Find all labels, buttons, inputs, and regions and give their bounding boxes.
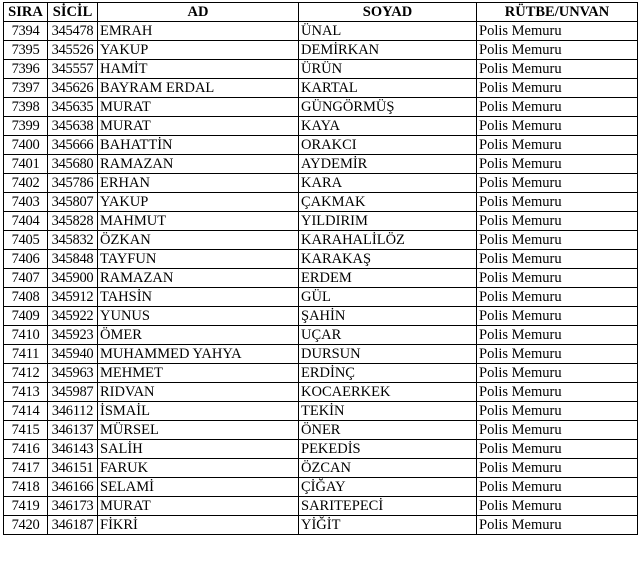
cell-soyad: DEMİRKAN (299, 41, 477, 60)
cell-rutbe: Polis Memuru (477, 478, 638, 497)
cell-sicil: 345963 (48, 364, 98, 383)
table-row (4, 98, 638, 117)
cell-ad: ÖZKAN (98, 231, 299, 250)
cell-soyad: ERDİNÇ (299, 364, 477, 383)
cell-soyad: KARAKAŞ (299, 250, 477, 269)
cell-rutbe: Polis Memuru (477, 98, 638, 117)
cell-soyad: KARAHALİLÖZ (299, 231, 477, 250)
cell-ad: MURAT (98, 98, 299, 117)
cell-soyad: GÜNGÖRMÜŞ (299, 98, 477, 117)
cell-sicil: 345680 (48, 155, 98, 174)
table-row (4, 269, 638, 288)
cell-ad: ÖMER (98, 326, 299, 345)
cell-sira: 7400 (4, 136, 48, 155)
cell-sicil: 346166 (48, 478, 98, 497)
cell-sira: 7402 (4, 174, 48, 193)
cell-soyad: ÖNER (299, 421, 477, 440)
cell-soyad: DURSUN (299, 345, 477, 364)
cell-sicil: 345526 (48, 41, 98, 60)
cell-ad: FARUK (98, 459, 299, 478)
cell-sicil: 345923 (48, 326, 98, 345)
cell-rutbe: Polis Memuru (477, 497, 638, 516)
cell-ad: RIDVAN (98, 383, 299, 402)
cell-soyad: AYDEMİR (299, 155, 477, 174)
cell-soyad: ÇAKMAK (299, 193, 477, 212)
table-row (4, 326, 638, 345)
cell-rutbe: Polis Memuru (477, 269, 638, 288)
cell-sira: 7413 (4, 383, 48, 402)
cell-rutbe: Polis Memuru (477, 41, 638, 60)
cell-rutbe: Polis Memuru (477, 402, 638, 421)
cell-soyad: KARTAL (299, 79, 477, 98)
cell-soyad: ERDEM (299, 269, 477, 288)
cell-ad: MURAT (98, 497, 299, 516)
cell-rutbe: Polis Memuru (477, 345, 638, 364)
cell-rutbe: Polis Memuru (477, 459, 638, 478)
cell-soyad: YİĞİT (299, 516, 477, 535)
cell-sira: 7419 (4, 497, 48, 516)
cell-sicil: 345635 (48, 98, 98, 117)
header-ad: AD (98, 3, 299, 22)
cell-sira: 7412 (4, 364, 48, 383)
cell-soyad: ÜRÜN (299, 60, 477, 79)
cell-sira: 7409 (4, 307, 48, 326)
cell-soyad: ÖZCAN (299, 459, 477, 478)
cell-sira: 7406 (4, 250, 48, 269)
cell-ad: SELAMİ (98, 478, 299, 497)
cell-sicil: 345478 (48, 22, 98, 41)
cell-sira: 7420 (4, 516, 48, 535)
cell-rutbe: Polis Memuru (477, 364, 638, 383)
cell-sira: 7405 (4, 231, 48, 250)
cell-sicil: 346137 (48, 421, 98, 440)
table-row (4, 60, 638, 79)
cell-soyad: KAYA (299, 117, 477, 136)
table-row (4, 459, 638, 478)
cell-rutbe: Polis Memuru (477, 440, 638, 459)
cell-sira: 7415 (4, 421, 48, 440)
table-row (4, 41, 638, 60)
cell-rutbe: Polis Memuru (477, 516, 638, 535)
cell-ad: MAHMUT (98, 212, 299, 231)
cell-sira: 7404 (4, 212, 48, 231)
table-row (4, 478, 638, 497)
cell-rutbe: Polis Memuru (477, 288, 638, 307)
cell-rutbe: Polis Memuru (477, 174, 638, 193)
cell-soyad: ORAKCI (299, 136, 477, 155)
cell-sicil: 345786 (48, 174, 98, 193)
cell-ad: MURAT (98, 117, 299, 136)
cell-sira: 7418 (4, 478, 48, 497)
cell-rutbe: Polis Memuru (477, 60, 638, 79)
cell-soyad: ÇİĞAY (299, 478, 477, 497)
header-sicil: SİCİL (48, 3, 98, 22)
cell-sira: 7407 (4, 269, 48, 288)
cell-soyad: PEKEDİS (299, 440, 477, 459)
cell-ad: EMRAH (98, 22, 299, 41)
cell-ad: SALİH (98, 440, 299, 459)
table-body (4, 22, 638, 535)
cell-sicil: 345666 (48, 136, 98, 155)
cell-soyad: KARA (299, 174, 477, 193)
cell-sicil: 345638 (48, 117, 98, 136)
cell-ad: İSMAİL (98, 402, 299, 421)
table-row (4, 497, 638, 516)
cell-rutbe: Polis Memuru (477, 250, 638, 269)
personnel-list-sheet (3, 2, 637, 535)
cell-sira: 7395 (4, 41, 48, 60)
header-soyad: SOYAD (299, 3, 477, 22)
cell-sira: 7403 (4, 193, 48, 212)
cell-sira: 7417 (4, 459, 48, 478)
cell-sira: 7411 (4, 345, 48, 364)
cell-ad: YAKUP (98, 41, 299, 60)
cell-ad: YUNUS (98, 307, 299, 326)
table-header (4, 3, 638, 22)
cell-ad: MÜRSEL (98, 421, 299, 440)
cell-soyad: ÜNAL (299, 22, 477, 41)
cell-rutbe: Polis Memuru (477, 326, 638, 345)
cell-sicil: 345828 (48, 212, 98, 231)
table-row (4, 22, 638, 41)
cell-sicil: 345922 (48, 307, 98, 326)
cell-sicil: 345940 (48, 345, 98, 364)
cell-soyad: YILDIRIM (299, 212, 477, 231)
cell-ad: TAYFUN (98, 250, 299, 269)
cell-rutbe: Polis Memuru (477, 117, 638, 136)
cell-soyad: TEKİN (299, 402, 477, 421)
header-sira: SIRA (4, 3, 48, 22)
cell-ad: FİKRİ (98, 516, 299, 535)
cell-soyad: UÇAR (299, 326, 477, 345)
table-row (4, 345, 638, 364)
cell-rutbe: Polis Memuru (477, 193, 638, 212)
cell-sicil: 345912 (48, 288, 98, 307)
cell-ad: ERHAN (98, 174, 299, 193)
cell-sicil: 346143 (48, 440, 98, 459)
cell-soyad: SARITEPECİ (299, 497, 477, 516)
cell-rutbe: Polis Memuru (477, 307, 638, 326)
cell-sira: 7398 (4, 98, 48, 117)
table-row (4, 155, 638, 174)
cell-rutbe: Polis Memuru (477, 212, 638, 231)
cell-ad: MUHAMMED YAHYA (98, 345, 299, 364)
cell-sicil: 346187 (48, 516, 98, 535)
cell-sira: 7401 (4, 155, 48, 174)
cell-sicil: 345807 (48, 193, 98, 212)
cell-soyad: GÜL (299, 288, 477, 307)
cell-sira: 7394 (4, 22, 48, 41)
cell-sira: 7416 (4, 440, 48, 459)
table-row (4, 402, 638, 421)
table-row (4, 383, 638, 402)
table-row (4, 307, 638, 326)
cell-rutbe: Polis Memuru (477, 383, 638, 402)
cell-soyad: KOCAERKEK (299, 383, 477, 402)
cell-sicil: 346112 (48, 402, 98, 421)
cell-rutbe: Polis Memuru (477, 155, 638, 174)
table-row (4, 440, 638, 459)
cell-ad: YAKUP (98, 193, 299, 212)
personnel-table (3, 2, 638, 535)
cell-ad: RAMAZAN (98, 269, 299, 288)
cell-ad: HAMİT (98, 60, 299, 79)
cell-sicil: 345900 (48, 269, 98, 288)
cell-sicil: 345557 (48, 60, 98, 79)
cell-rutbe: Polis Memuru (477, 421, 638, 440)
cell-rutbe: Polis Memuru (477, 22, 638, 41)
cell-sicil: 345626 (48, 79, 98, 98)
cell-ad: MEHMET (98, 364, 299, 383)
cell-ad: BAYRAM ERDAL (98, 79, 299, 98)
cell-soyad: ŞAHİN (299, 307, 477, 326)
cell-sicil: 345848 (48, 250, 98, 269)
cell-sira: 7414 (4, 402, 48, 421)
cell-sira: 7410 (4, 326, 48, 345)
header-row (4, 3, 638, 22)
cell-sicil: 345987 (48, 383, 98, 402)
table-row (4, 212, 638, 231)
cell-sira: 7397 (4, 79, 48, 98)
table-row (4, 516, 638, 535)
table-row (4, 174, 638, 193)
cell-rutbe: Polis Memuru (477, 136, 638, 155)
table-row (4, 193, 638, 212)
cell-sira: 7408 (4, 288, 48, 307)
cell-ad: RAMAZAN (98, 155, 299, 174)
cell-sicil: 346173 (48, 497, 98, 516)
table-row (4, 364, 638, 383)
table-row (4, 117, 638, 136)
table-row (4, 231, 638, 250)
cell-ad: BAHATTİN (98, 136, 299, 155)
cell-rutbe: Polis Memuru (477, 79, 638, 98)
table-row (4, 288, 638, 307)
cell-ad: TAHSİN (98, 288, 299, 307)
table-row (4, 421, 638, 440)
header-rutbe: RÜTBE/UNVAN (477, 3, 638, 22)
cell-sira: 7399 (4, 117, 48, 136)
cell-sicil: 345832 (48, 231, 98, 250)
cell-sicil: 346151 (48, 459, 98, 478)
cell-sira: 7396 (4, 60, 48, 79)
table-row (4, 136, 638, 155)
cell-rutbe: Polis Memuru (477, 231, 638, 250)
table-row (4, 250, 638, 269)
table-row (4, 79, 638, 98)
